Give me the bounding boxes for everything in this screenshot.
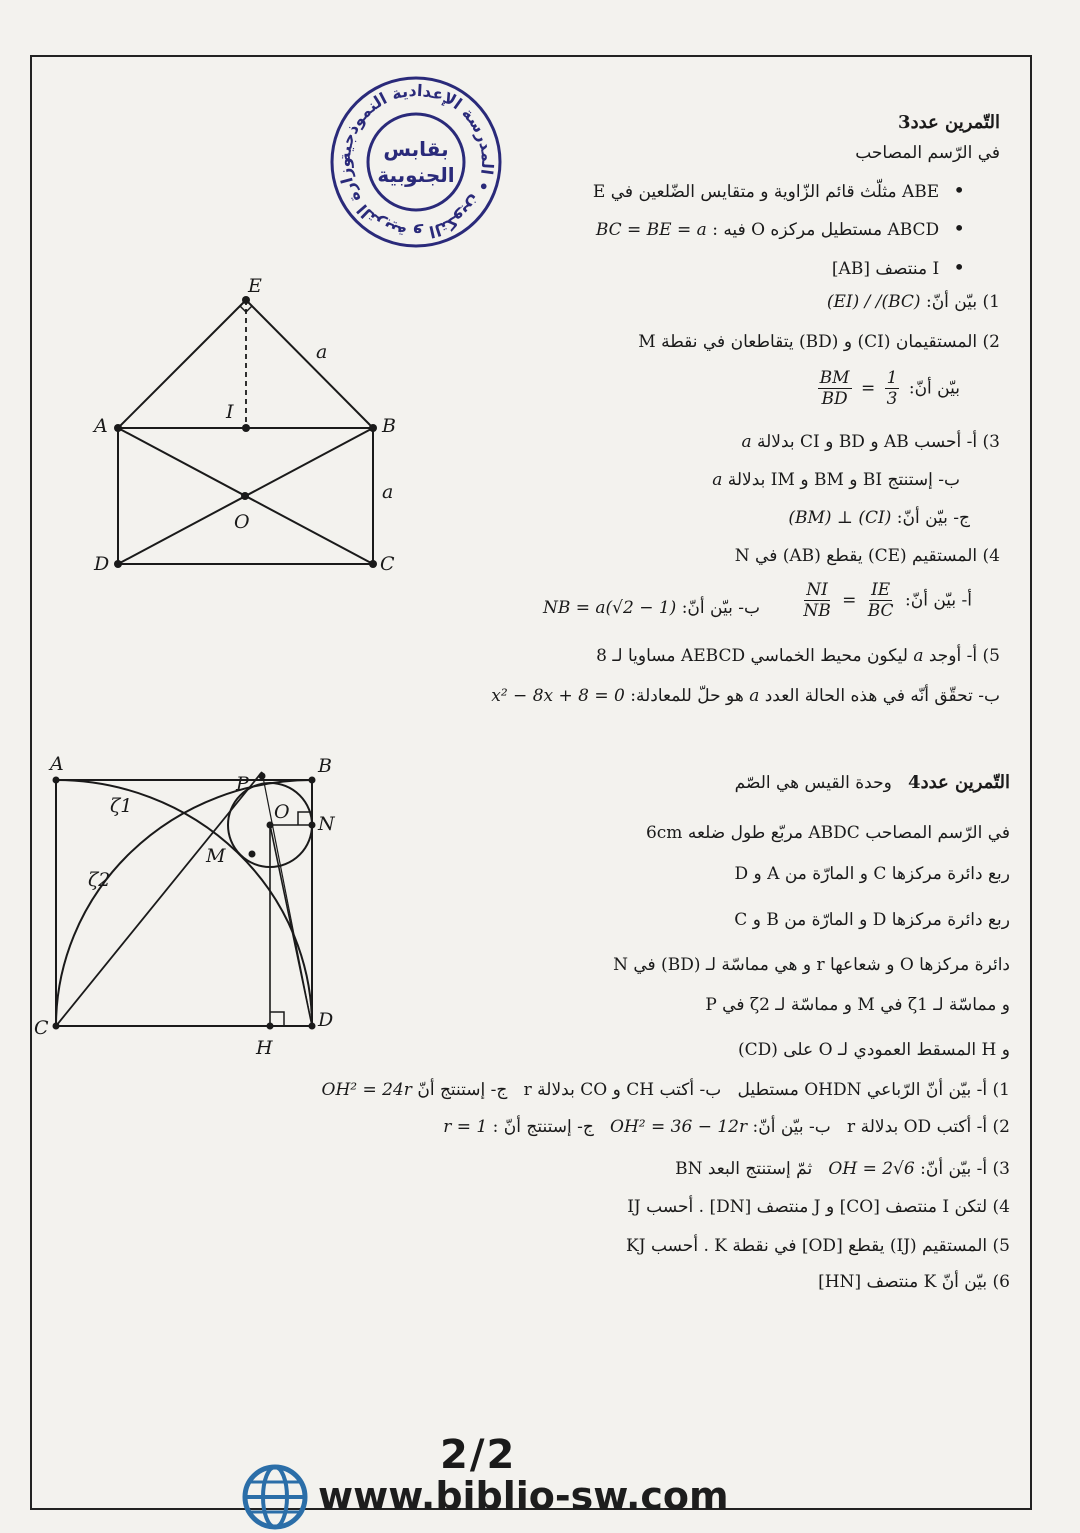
label-a-height: a	[382, 481, 394, 503]
ex3-title: التّمرين عدد3	[898, 112, 1000, 133]
ex3-bullet2: • ABCD مستطيل مركزه O فيه : BC = BE = a	[596, 216, 965, 240]
label-A: A	[94, 415, 108, 437]
label-C: C	[34, 1017, 49, 1039]
ex3-q4: 4) المستقيم (CE) يقطع (AB) في N	[734, 546, 1000, 566]
globe-icon	[240, 1462, 310, 1532]
label-O: O	[234, 511, 250, 533]
label-O: O	[274, 801, 290, 823]
label-N: N	[318, 813, 335, 835]
ex4-q2: 2) أ- أكتب OD بدلالة r ب- بيّن أنّ: OH² = 36 − 12r ج- إستنتج أنّ : r = 1	[443, 1117, 1010, 1137]
label-B: B	[318, 755, 332, 777]
label-C: C	[380, 553, 395, 575]
ex3-q4b: ب- بيّن أنّ: NB = a(√2 − 1)	[542, 598, 760, 618]
ex3-q3a: 3) أ- أحسب AB و BD و CI بدلالة a	[741, 432, 1000, 452]
ex3-q3c: ج- بيّن أنّ: (BM) ⊥ (CI)	[788, 508, 970, 528]
label-zeta1: ζ1	[110, 795, 133, 817]
ex4-circle: دائرة مركزها O و شعاعها r و هي مماسّة لـ (BD) في N	[613, 955, 1010, 975]
figure-rectangle-triangle	[80, 268, 430, 588]
svg-text:بقابس: بقابس	[383, 137, 449, 161]
ex3-q2-ratio: بيّن أنّ: $\frac{1}{3}$ = $\frac{BM}{BD}$	[819, 368, 960, 410]
ex4-tangent: و مماسّة لـ ζ1 في M و مماسّة لـ ζ2 في P	[705, 995, 1010, 1015]
ex4-q6: 6) بيّن أنّ K منتصف [HN]	[818, 1272, 1010, 1292]
ex4-zeta1: ربع دائرة مركزها C و المارّة من A و D	[734, 864, 1010, 884]
ex4-intro: في الرّسم المصاحب ABDC مربّع طول ضلعه 6cm	[645, 823, 1010, 843]
label-zeta2: ζ2	[88, 869, 111, 891]
ex4-q1: 1) أ- بيّن أنّ الرّباعي OHDN مستطيل ب- أكتب CH و CO بدلالة r ج- إستنتج أنّ OH² = 24r	[321, 1080, 1010, 1100]
ex4-q4: 4) لتكن I منتصف [CO] و J منتصف [DN] . أحسب IJ	[627, 1197, 1010, 1217]
school-seal-stamp	[326, 72, 506, 252]
label-M: M	[206, 845, 226, 867]
ex3-intro: في الرّسم المصاحب	[855, 143, 1000, 163]
label-P: P	[236, 773, 249, 795]
label-A: A	[50, 753, 64, 775]
label-D: D	[94, 553, 110, 575]
ex3-q5b: ب- تحقّق أنّه في هذه الحالة العدد a هو حلّ للمعادلة: x² − 8x + 8 = 0	[491, 686, 1000, 706]
ex3-q3b: ب- إستنتج BI و BM و IM بدلالة a	[712, 470, 960, 490]
ex3-q1: 1) بيّن أنّ: (EI) / /(BC)	[826, 292, 1000, 312]
figure-square-quarter-circles	[30, 750, 360, 1060]
label-B: B	[382, 415, 396, 437]
ex4-q3: 3) أ- بيّن أنّ: OH = 2√6 ثمّ إستنتج البعد BN	[675, 1159, 1010, 1179]
label-I: I	[226, 401, 234, 423]
website-watermark[interactable]: www.biblio-sw.com	[318, 1474, 729, 1518]
ex4-q5: 5) المستقيم (IJ) يقطع [OD] في نقطة K . أحسب KJ	[626, 1236, 1010, 1256]
label-a-side: a	[316, 341, 328, 363]
ex4-projection: و H المسقط العمودي لـ O على (CD)	[737, 1040, 1010, 1060]
ex3-bullet1: • ABE مثلّث قائم الزّاوية و متقايس الضّلعين في E	[593, 178, 965, 202]
page-number: 2/2	[440, 1432, 517, 1478]
svg-text:الجنوبية: الجنوبية	[377, 163, 455, 187]
ex3-q2: 2) المستقيمان (CI) و (BD) يتقاطعان في نقطة M	[638, 332, 1000, 352]
label-E: E	[248, 275, 262, 297]
ex4-zeta2: ربع دائرة مركزها D و المارّة من B و C	[734, 910, 1010, 930]
label-H: H	[256, 1037, 273, 1059]
ex4-header: التّمرين عدد4 وحدة القيس هي الصّم	[734, 772, 1010, 793]
ex3-q5a: 5) أ- أوجد a ليكون محيط الخماسي AEBCD مساويا لـ 8	[596, 646, 1000, 666]
ex3-bullet3: • I منتصف [AB]	[832, 255, 965, 279]
ex3-q4a: أ- بيّن أنّ: $\frac{IE}{BC}$ = $\frac{NI}{NB}$	[803, 580, 972, 622]
label-D: D	[318, 1009, 334, 1031]
svg-text:وزارة التربية و التكوين • المد: وزارة التربية و التكوين • المدرسة الإعدادية النموذجية	[334, 80, 498, 244]
